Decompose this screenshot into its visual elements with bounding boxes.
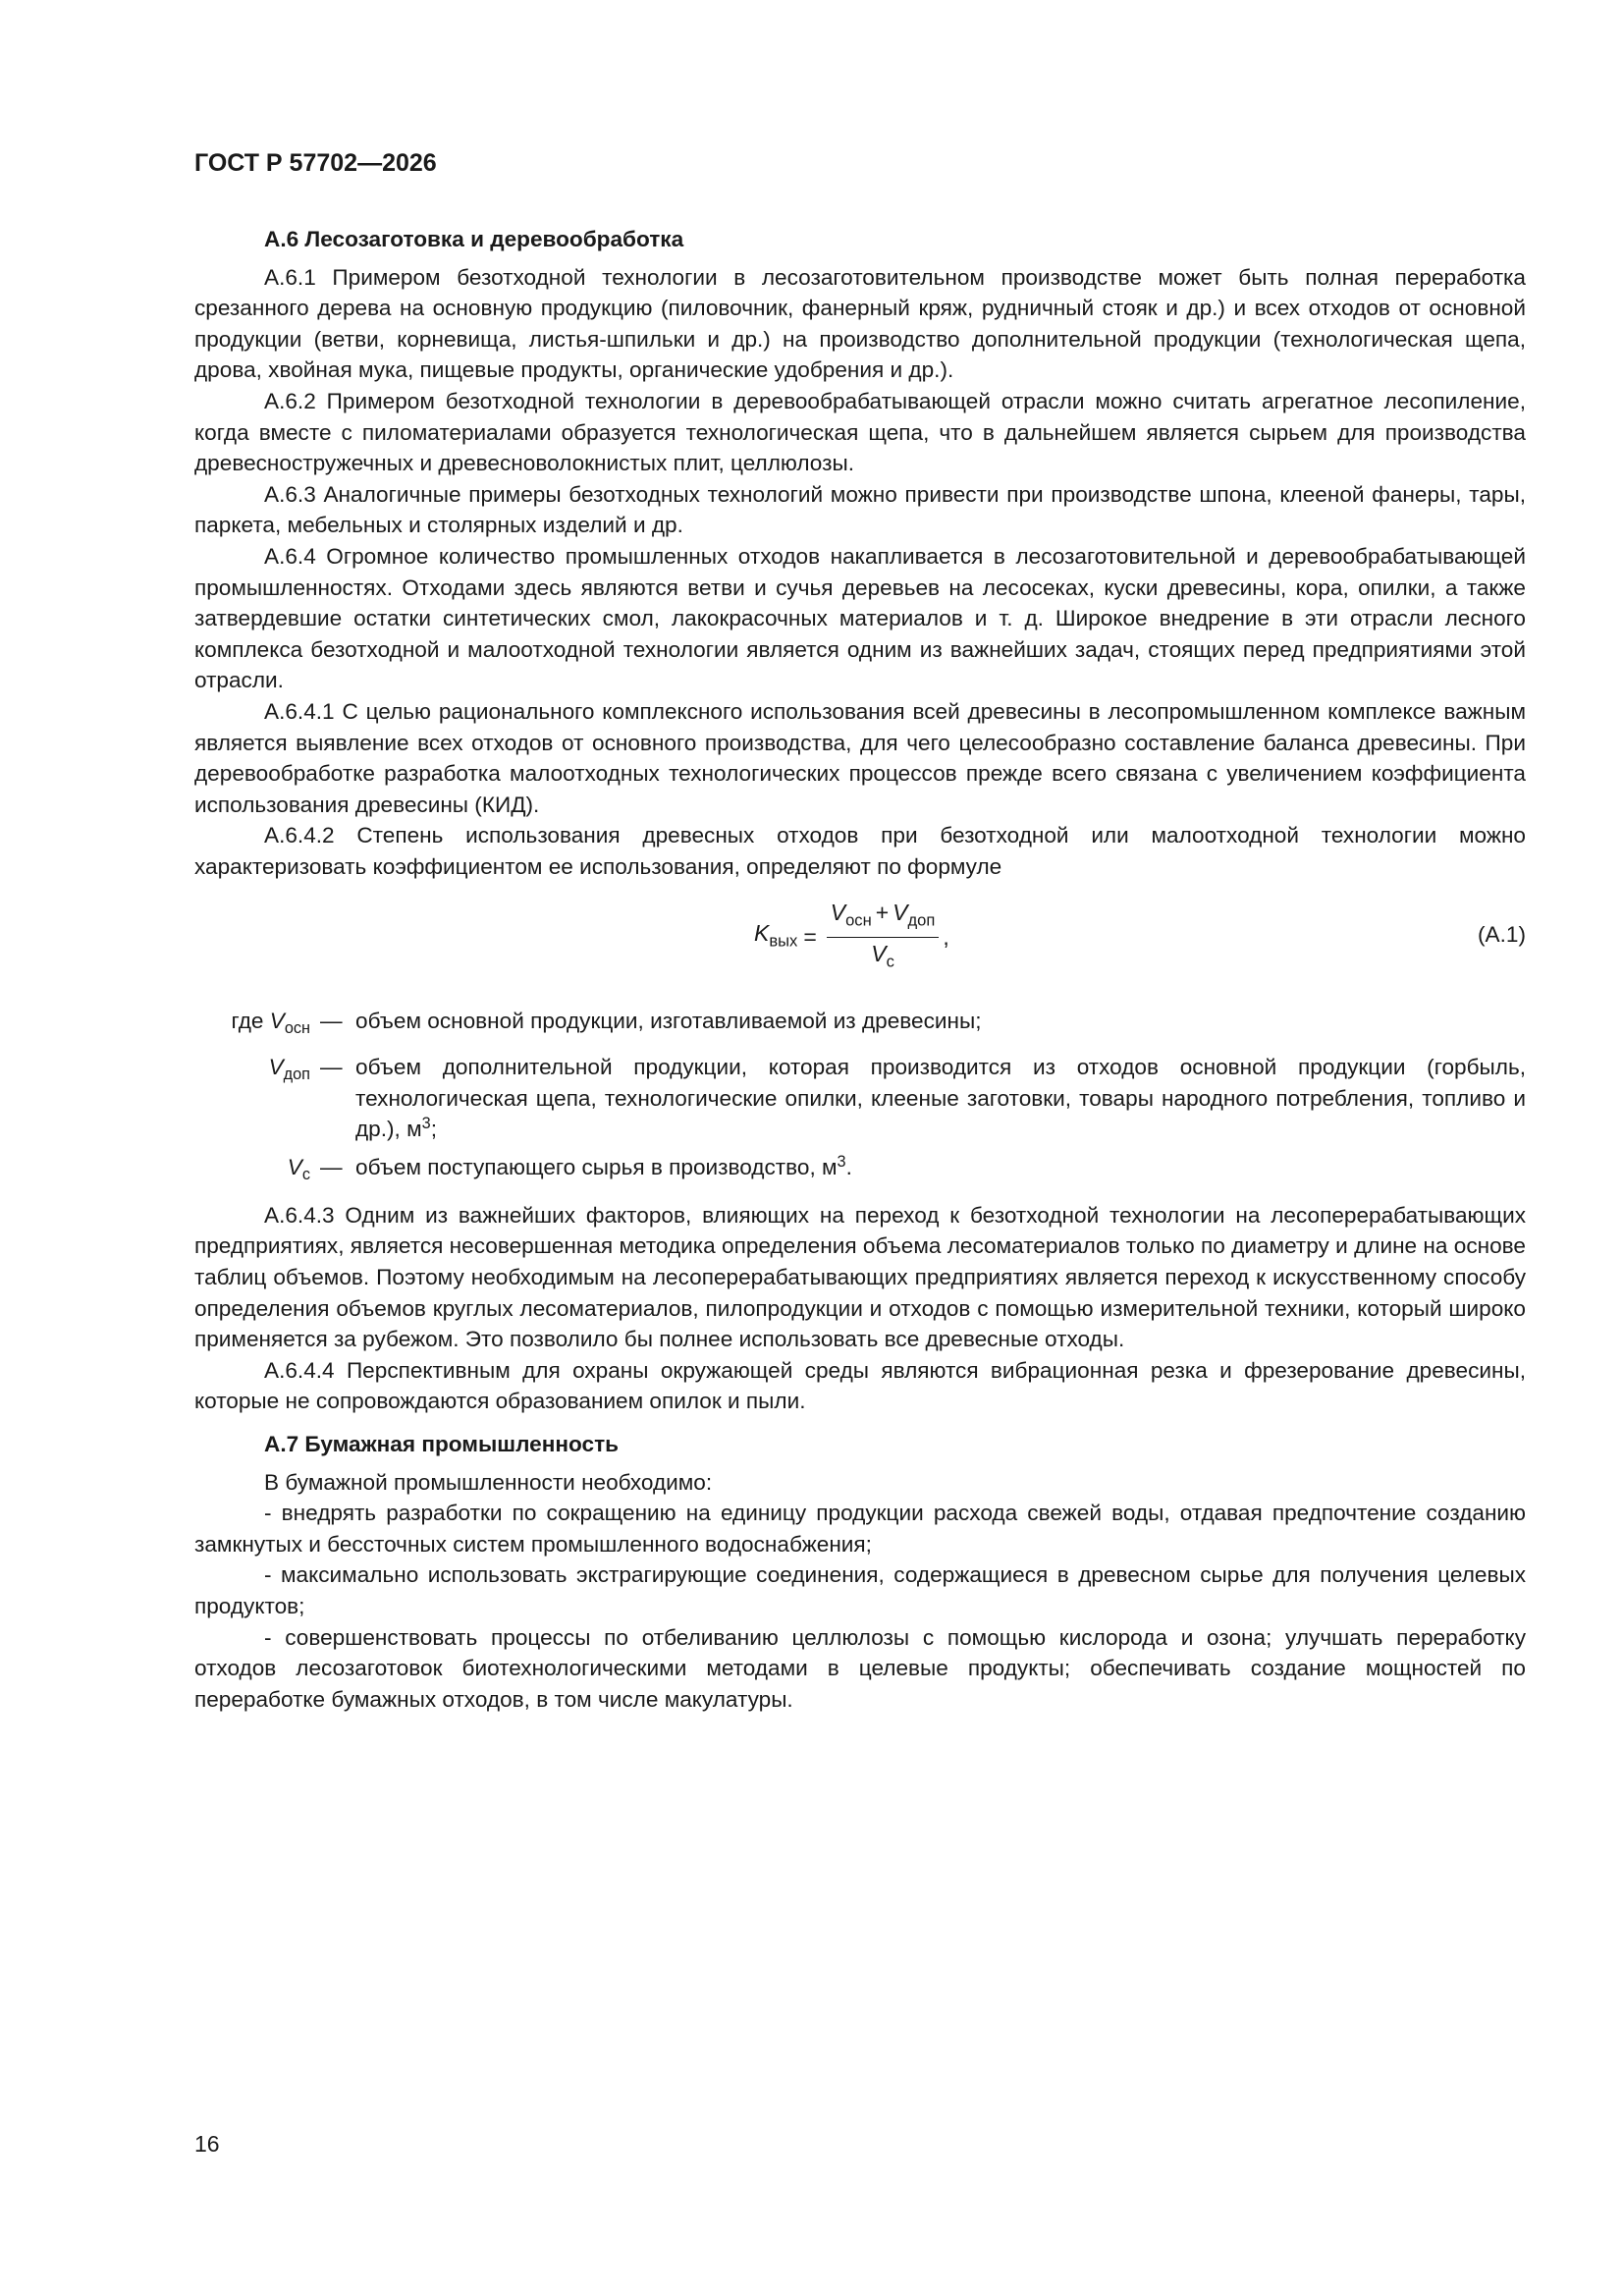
definition-row xyxy=(194,1052,1526,1152)
formula-denominator: $V_с$ xyxy=(871,941,894,971)
document-header: ГОСТ Р 57702—2026 xyxy=(194,149,437,177)
symbol-definitions xyxy=(194,1006,1526,1197)
page-number: 16 xyxy=(194,2131,220,2157)
paragraph-a6-3: А.6.3 Аналогичные примеры безотходных технологий можно привести при производстве шпона, клееной фанеры, тары, паркета, мебельных и столярных изделий и др. xyxy=(194,481,1526,538)
definition-text: объем поступающего сырья в производство, $м^3$. xyxy=(355,1152,852,1180)
list-item: - максимально использовать экстрагирующие соединения, содержащиеся в древесном сырье для получения целевых продуктов; xyxy=(194,1562,1526,1618)
paragraph-a6-1: А.6.1 Примером безотходной технологии в лесозаготовительном производстве может быть полная переработка срезанного дерева на основную продукцию (пиловочник, фанерный кряж, рудничный стояк и др.) и всех отходов от основной продукции (ветви, корневища, листья-шпильки и др.) на производство дополнительной продукции (технологическая щепа, дрова, хвойная мука, пищевые продукты, органические удобрения и др.). xyxy=(194,264,1526,383)
definition-text: объем дополнительной продукции, которая производится из отходов основной продукции (горбыль, технологическая щепа, технологические опилки, клееные заготовки, товары народного потребления, топливо и др.), $м^3$; xyxy=(355,1055,1526,1142)
definition-row xyxy=(194,1006,1526,1052)
definition-dash: — xyxy=(320,1055,343,1080)
paragraph-a6-4-1: А.6.4.1 С целью рационального комплексного использования всей древесины в лесопромышленном комплексе важным является выявление всех отходов от основного производства, для чего целесообразно составление баланса древесины. При деревообработке разработка малоотходных технологических процессов прежде всего связана с увеличением коэффициента использования древесины (КИД). xyxy=(194,698,1526,817)
definition-row xyxy=(194,1152,1526,1198)
paragraph-a6-4: А.6.4 Огромное количество промышленных отходов накапливается в лесозаготовительной и деревообрабатывающей промышленностях. Отходами здесь являются ветви и сучья деревьев на лесосеках, куски древесины, кора, опилки, а также затвердевшие остатки синтетических смол, лакокрасочных материалов и т. д. Широкое внедрение в эти отрасли лесного комплекса безотходной и малоотходной технологии является одним из важнейших задач, стоящих перед предприятиями этой отрасли. xyxy=(194,543,1526,693)
definition-symbol: $V_с$ xyxy=(287,1155,310,1184)
list-item: - совершенствовать процессы по отбеливанию целлюлозы с помощью кислорода и озона; улучшать переработку отходов лесозаготовок биотехнологическими методами в целевые продукты; обеспечивать создание мощностей по переработке бумажных отходов, в том числе макулатуры. xyxy=(194,1624,1526,1712)
formula-numerator: $V_{осн} + V_{доп}$ xyxy=(827,898,940,938)
section-heading-a7: А.7 Бумажная промышленность xyxy=(264,1432,620,1456)
paragraph-a6-4-4: А.6.4.4 Перспективным для охраны окружающей среды являются вибрационная резка и фрезерование древесины, которые не сопровождаются образованием опилок и пыли. xyxy=(194,1357,1526,1414)
definition-text: объем основной продукции, изготавливаемой из древесины; xyxy=(355,1009,982,1034)
definition-symbol: $V_{доп}$ xyxy=(268,1055,310,1084)
paragraph-a7-intro: В бумажной промышленности необходимо: xyxy=(264,1469,713,1495)
definition-symbol: где $V_{осн}$ xyxy=(231,1009,310,1038)
section-heading-a6: А.6 Лесозаготовка и деревообработка xyxy=(264,227,684,251)
definition-dash: — xyxy=(320,1009,343,1034)
formula-equals: = xyxy=(803,924,817,951)
formula-lhs: $K_{вых}$ xyxy=(754,920,798,951)
formula-a1 xyxy=(754,898,949,977)
formula-comma: , xyxy=(943,924,949,951)
document-body xyxy=(194,224,1526,1715)
paragraph-a6-2: А.6.2 Примером безотходной технологии в деревообрабатывающей отрасли можно считать агрегатное лесопиление, когда вместе с пиломатериалами образуется технологическая щепа, что в дальнейшем является сырьем для производства древесностружечных и древесноволокнистых плит, целлюлозы. xyxy=(194,388,1526,476)
list-item: - внедрять разработки по сокращению на единицу продукции расхода свежей воды, отдавая предпочтение созданию замкнутых и бессточных систем промышленного водоснабжения; xyxy=(194,1501,1526,1557)
definition-dash: — xyxy=(320,1155,343,1180)
paragraph-a6-4-2: А.6.4.2 Степень использования древесных отходов при безотходной или малоотходной технологии можно характеризовать коэффициентом ее использования, определяют по формуле xyxy=(194,823,1526,879)
paragraph-a6-4-3: А.6.4.3 Одним из важнейших факторов, влияющих на переход к безотходной технологии на лесоперерабатывающих предприятиях, является несовершенная методика определения объема лесоматериалов только по диаметру и длине на основе таблиц объемов. Поэтому необходимым на лесоперерабатывающих предприятиях является переход к искусственному способу определения объемов круглых лесоматериалов, пилопродукции и отходов с помощью измерительной техники, который широко применяется за рубежом. Это позволило бы полнее использовать все древесные отходы. xyxy=(194,1202,1526,1352)
formula-block xyxy=(194,892,1526,988)
formula-fraction xyxy=(827,898,940,977)
equation-number: (А.1) xyxy=(1478,922,1526,948)
